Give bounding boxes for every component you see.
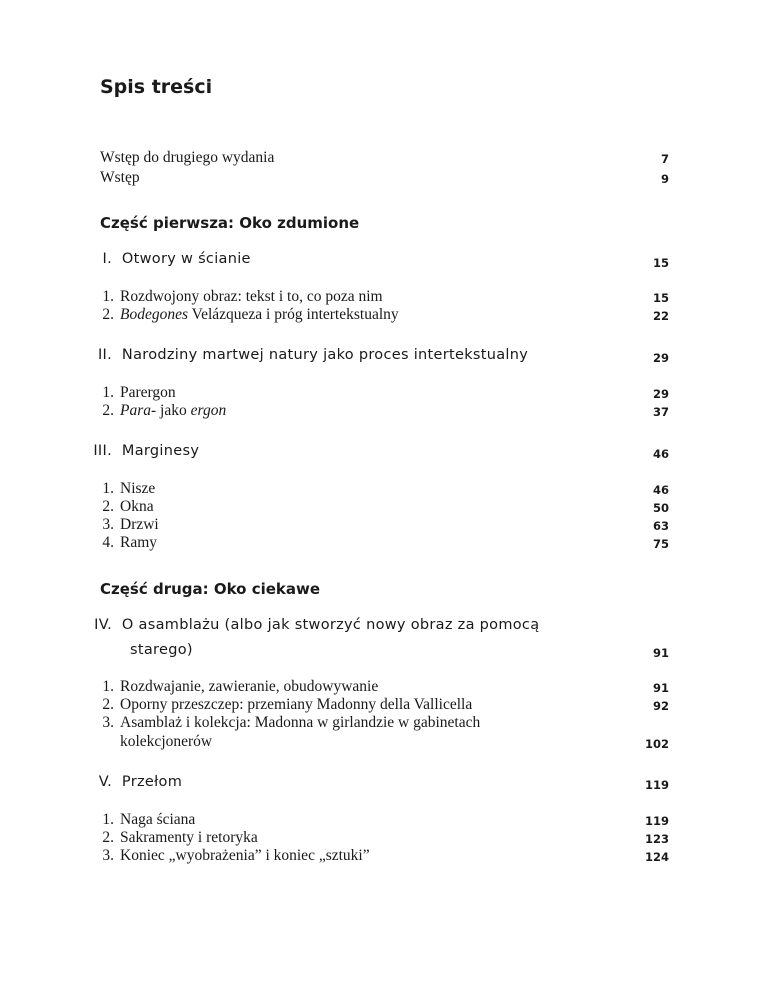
chapter-heading [86, 443, 199, 459]
page-number: 75 [652, 537, 669, 551]
item-number: 1. [102, 288, 114, 305]
item-label: Nisze [120, 480, 156, 497]
chapter-heading [86, 347, 528, 363]
item-label: Parergon [120, 384, 176, 401]
item-number: 4. [102, 534, 114, 551]
item-label-italic: ergon [190, 402, 227, 419]
page-number: 92 [652, 699, 669, 713]
item-label: Asamblaż i kolekcja: Madonna w girlandzie w gabinetach [120, 714, 481, 731]
chapter-number: IV. [94, 617, 112, 633]
item-label: Velázqueza i próg intertekstualny [188, 306, 399, 323]
item-label: Rozdwajanie, zawieranie, obudowywanie [120, 678, 379, 695]
toc-entry [92, 516, 159, 534]
page-number: 15 [652, 256, 669, 270]
chapter-number: III. [93, 443, 112, 459]
toc-entry [92, 288, 383, 306]
page-number: 91 [652, 681, 669, 695]
toc-entry [92, 306, 399, 324]
chapter-label: O asamblażu (albo jak stworzyć nowy obraz za pomocą [121, 617, 540, 633]
page-number: 124 [644, 850, 669, 864]
chapter-heading [86, 251, 251, 267]
page-number: 102 [644, 737, 669, 751]
page-number: 15 [652, 291, 669, 305]
item-number: 2. [102, 696, 114, 713]
item-number: 3. [102, 847, 114, 864]
chapter-heading [86, 774, 182, 790]
chapter-label: Otwory w ścianie [121, 251, 251, 267]
page-number: 37 [652, 405, 669, 419]
toc-entry [92, 714, 480, 732]
item-number: 2. [102, 402, 114, 419]
toc-entry [92, 534, 157, 552]
page-number: 29 [652, 387, 669, 401]
page-number: 9 [660, 172, 669, 186]
toc-entry [92, 678, 378, 696]
item-label: Okna [120, 498, 154, 515]
page-number: 91 [652, 646, 669, 660]
page-number: 46 [652, 483, 669, 497]
toc-entry [92, 402, 226, 420]
chapter-number: I. [102, 251, 112, 267]
page-number: 7 [660, 152, 669, 166]
item-label: Drzwi [120, 516, 159, 533]
page-number: 63 [652, 519, 669, 533]
item-label: jako [156, 402, 191, 419]
page-title: Spis treści [100, 76, 213, 98]
item-number: 1. [102, 384, 114, 401]
page-number: 119 [644, 814, 669, 828]
item-label: Oporny przeszczep: przemiany Madonny della Vallicella [120, 696, 473, 713]
chapter-heading-continuation: starego) [130, 642, 193, 658]
part-heading: Część druga: Oko ciekawe [100, 580, 321, 598]
item-label-italic: Para- [120, 402, 157, 419]
toc-entry [92, 696, 472, 714]
item-number: 1. [102, 811, 114, 828]
page-number: 46 [652, 447, 669, 461]
item-label: Rozdwojony obraz: tekst i to, co poza nim [120, 288, 383, 305]
toc-entry [92, 829, 258, 847]
item-label: Sakramenty i retoryka [120, 829, 258, 846]
item-label: Naga ściana [120, 811, 196, 828]
chapter-heading [86, 617, 539, 633]
page-number: 29 [652, 351, 669, 365]
item-number: 2. [102, 498, 114, 515]
toc-entry: Wstęp [100, 169, 140, 186]
item-number: 2. [102, 829, 114, 846]
chapter-label: Przełom [121, 774, 183, 790]
part-heading: Część pierwsza: Oko zdumione [100, 214, 360, 232]
item-number: 2. [102, 306, 114, 323]
chapter-label: Marginesy [121, 443, 200, 459]
toc-entry [92, 847, 370, 865]
toc-entry-continuation: kolekcjonerów [120, 733, 213, 750]
chapter-number: V. [98, 774, 112, 790]
item-number: 3. [102, 714, 114, 731]
toc-entry [92, 384, 176, 402]
toc-entry [92, 480, 155, 498]
item-number: 1. [102, 678, 114, 695]
item-number: 1. [102, 480, 114, 497]
chapter-label: Narodziny martwej natury jako proces intertekstualny [121, 347, 529, 363]
toc-entry: Wstęp do drugiego wydania [100, 149, 275, 166]
toc-entry [92, 498, 154, 516]
page-number: 22 [652, 309, 669, 323]
item-label: Ramy [120, 534, 158, 551]
item-label-italic: Bodegones [120, 306, 189, 323]
page-number: 123 [644, 832, 669, 846]
toc-entry [92, 811, 195, 829]
item-label: Koniec „wyobrażenia” i koniec „sztuki” [120, 847, 370, 864]
page-number: 119 [644, 778, 669, 792]
item-number: 3. [102, 516, 114, 533]
page-number: 50 [652, 501, 669, 515]
chapter-number: II. [97, 347, 112, 363]
